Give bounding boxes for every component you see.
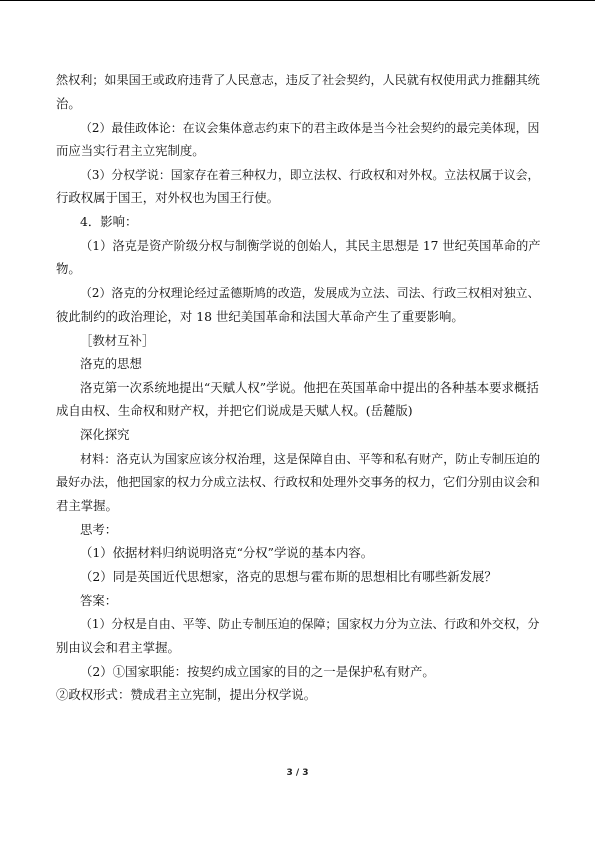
text-line: 然权利；如果国王或政府违背了人民意志，违反了社会契约，人民就有权使用武力推翻其统 bbox=[56, 73, 540, 87]
text-line: （1）依据材料归纳说明洛克“分权”学说的基本内容。 bbox=[80, 545, 374, 560]
text-line: 物。 bbox=[56, 261, 81, 276]
text-line: （2）①国家职能：按契约成立国家的目的之一是保护私有财产。 bbox=[80, 664, 435, 679]
text-line: 治。 bbox=[56, 96, 81, 111]
section-heading: 深化探究 bbox=[80, 427, 130, 442]
text-line: （2）同是英国近代思想家，洛克的思想与霍布斯的思想相比有哪些新发展？ bbox=[80, 569, 497, 584]
text-line: 而应当实行君主立宪制度。 bbox=[56, 143, 205, 158]
text-line: （3）分权学说：国家存在着三种权力，即立法权、行政权和对外权。立法权属于议会， bbox=[80, 168, 540, 182]
section-heading: 4．影响： bbox=[80, 214, 138, 229]
text-line: 成自由权、生命权和财产权，并把它们说成是天赋人权。(岳麓版) bbox=[56, 403, 413, 418]
page-number: 3 / 3 bbox=[286, 768, 309, 778]
text-line: （1）洛克是资产阶级分权与制衡学说的创始人，其民主思想是 17 世纪英国革命的产 bbox=[80, 239, 541, 253]
text-line: （2）洛克的分权理论经过孟德斯鸠的改造，发展成为立法、司法、行政三权相对独立、 bbox=[80, 286, 540, 300]
text-line: 洛克第一次系统地提出“天赋人权”学说。他把在英国革命中提出的各种基本要求概括 bbox=[80, 380, 539, 395]
text-line: ②政权形式：赞成君主立宪制，提出分权学说。 bbox=[56, 687, 317, 702]
text-line: 最好办法，他把国家的权力分成立法权、行政权和处理外交事务的权力，它们分别由议会和 bbox=[56, 475, 540, 489]
text-line: 别由议会和君主掌握。 bbox=[56, 640, 180, 655]
section-heading: 洛克的思想 bbox=[80, 356, 142, 371]
text-line: 彼此制约的政治理论，对 18 世纪美国革命和法国大革命产生了重要影响。 bbox=[56, 309, 464, 324]
text-line: 行政权属于国王，对外权也为国王行使。 bbox=[56, 190, 280, 205]
section-heading: ［教材互补］ bbox=[80, 333, 155, 348]
section-heading: 思考： bbox=[80, 522, 118, 537]
text-line: （2）最佳政体论：在议会集体意志约束下的君主政体是当今社会契约的最完美体现，因 bbox=[80, 121, 540, 135]
section-heading: 答案： bbox=[80, 593, 118, 608]
text-line: （1）分权是自由、平等、防止专制压迫的保障；国家权力分为立法、行政和外交权，分 bbox=[80, 617, 540, 631]
header-rule bbox=[0, 0, 595, 1]
text-line: 材料：洛克认为国家应该分权治理，这是保障自由、平等和私有财产，防止专制压迫的 bbox=[80, 452, 541, 466]
text-line: 君主掌握。 bbox=[56, 498, 118, 513]
